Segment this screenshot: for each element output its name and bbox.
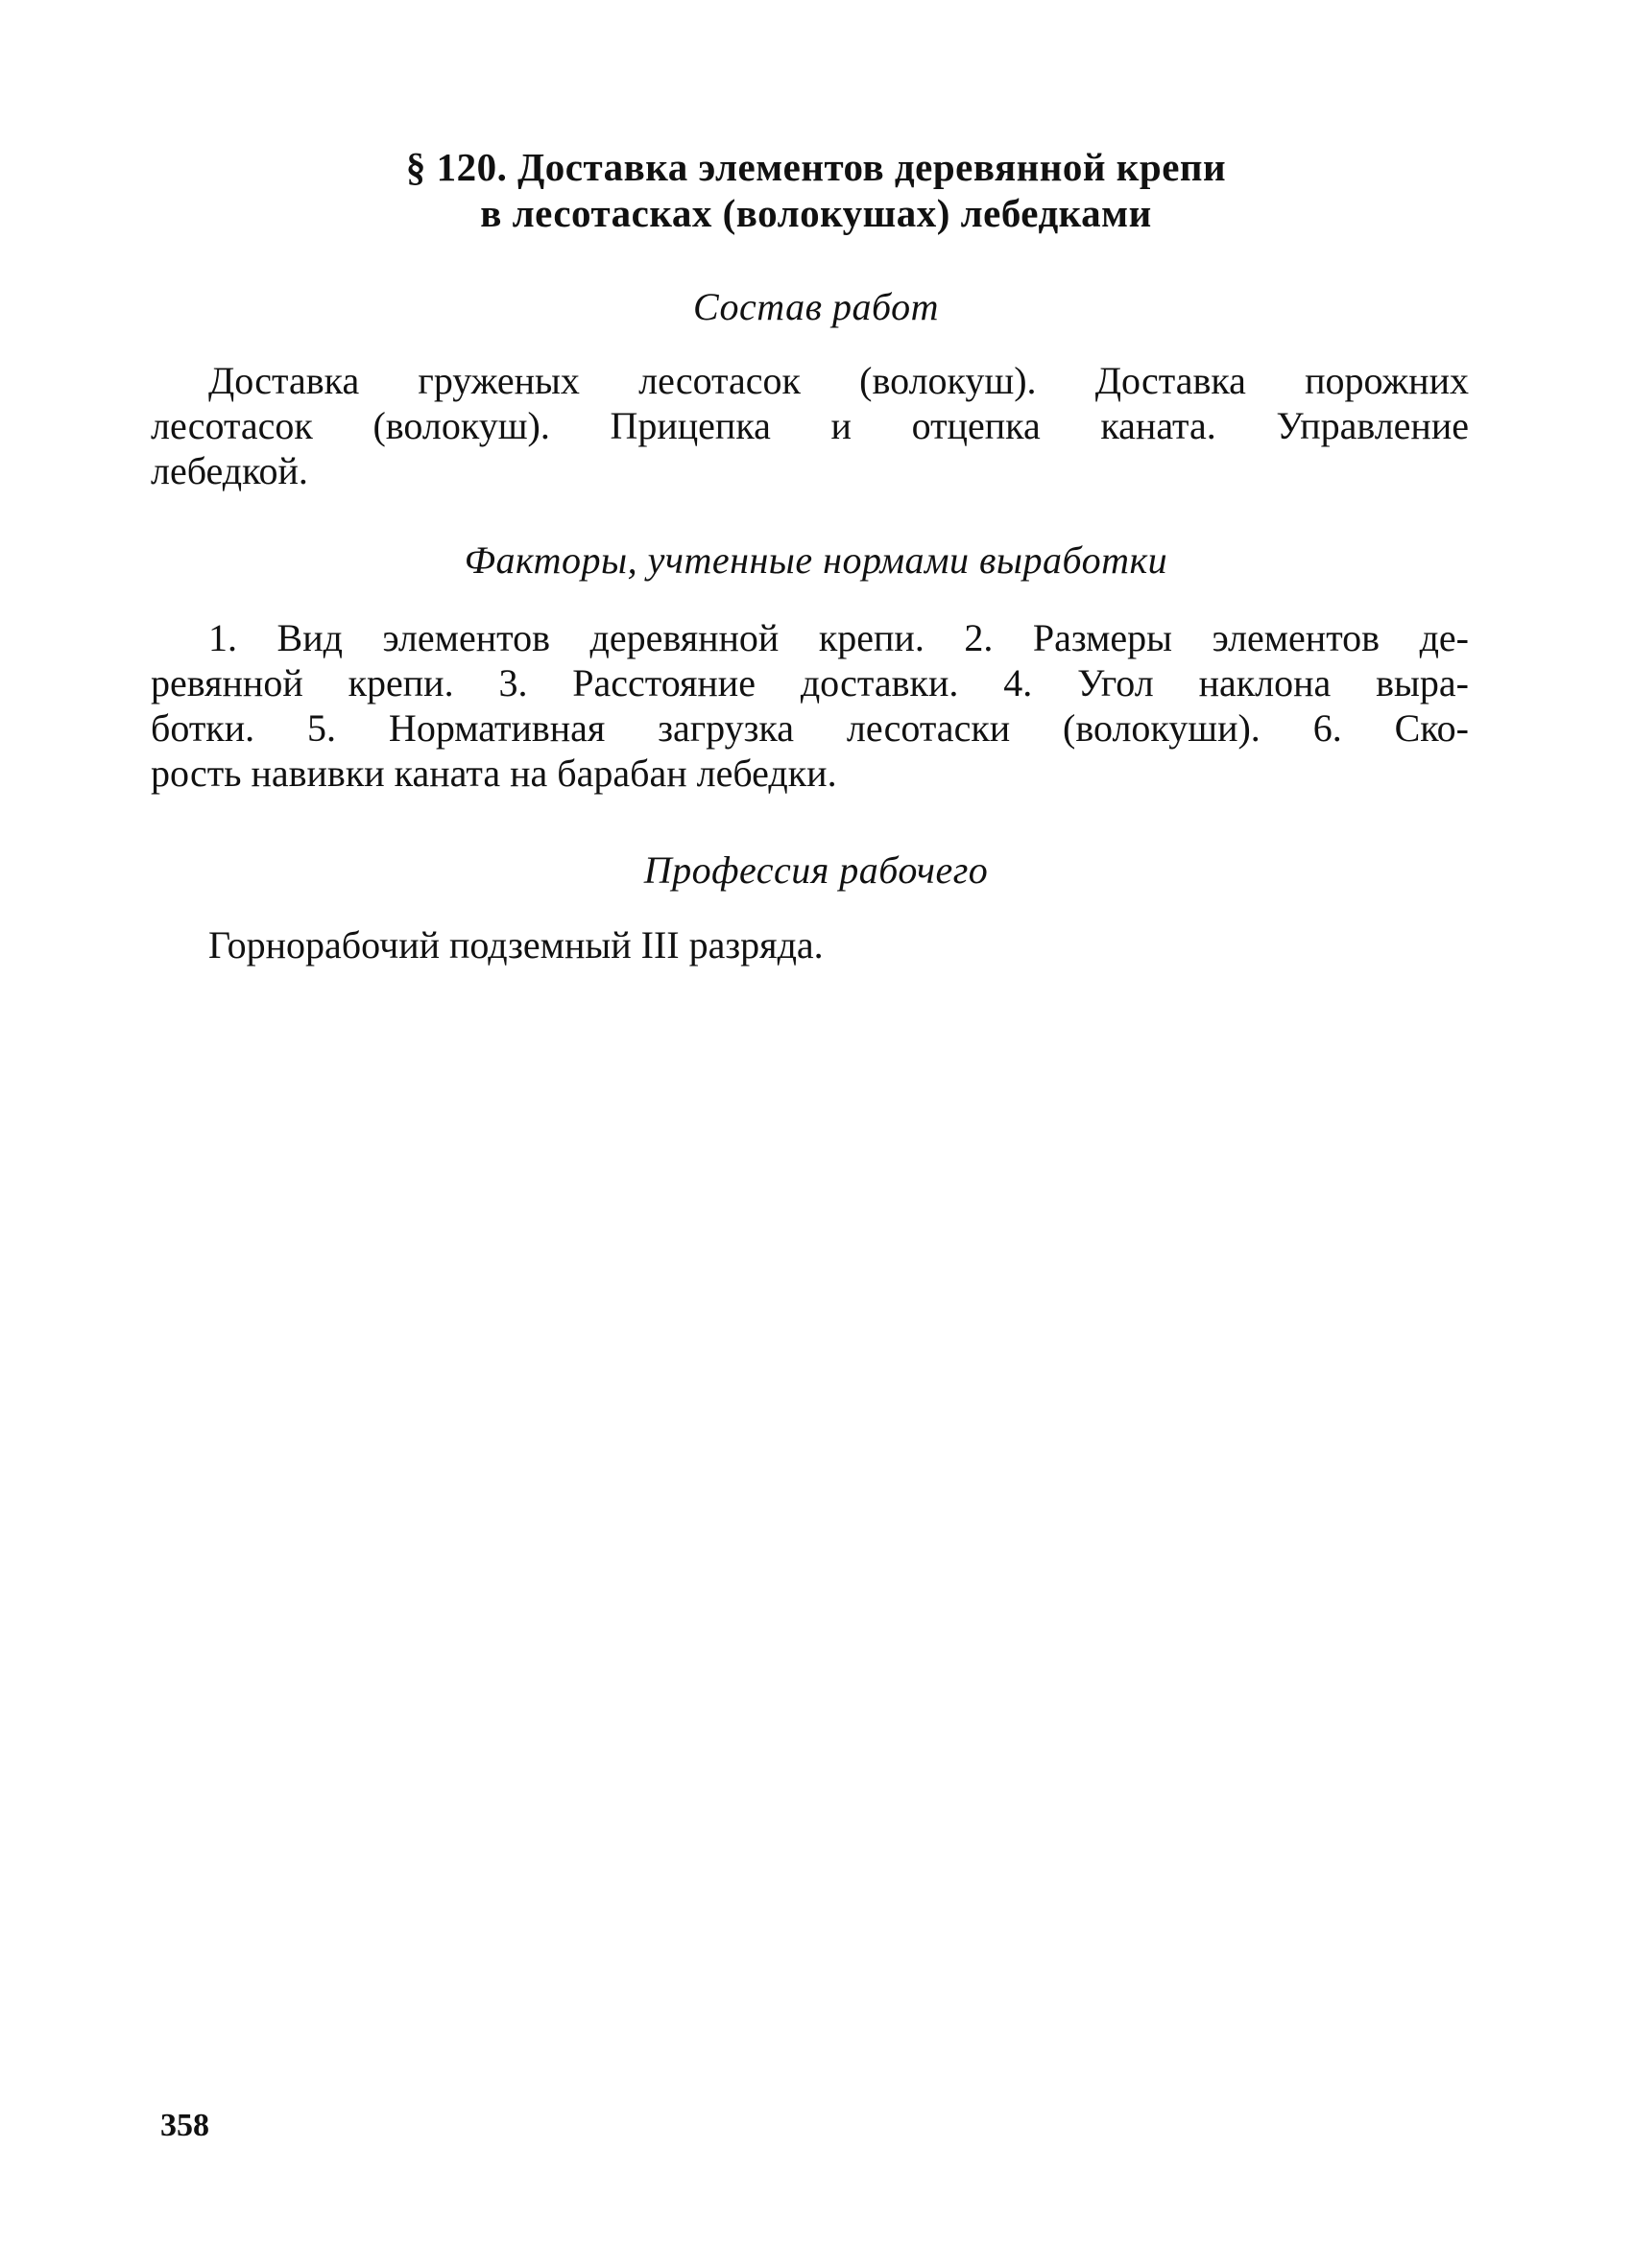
section-title-line-1: § 120. Доставка элементов деревянной крепи [405, 145, 1227, 189]
paragraph-line: лебедкой. [151, 449, 308, 492]
page-number: 358 [160, 2108, 209, 2143]
paragraph-line: 1. Вид элементов деревянной крепи. 2. Размеры элементов де- [208, 616, 1469, 659]
section-title-line-2: в лесотасках (волокушах) лебедками [480, 191, 1152, 235]
paragraph-line: рость навивки каната на барабан лебедки. [151, 752, 837, 795]
section-title [144, 144, 1488, 236]
paragraph-line: лесотасок (волокуш). Прицепка и отцепка каната. Управление [151, 404, 1469, 447]
paragraph-line: Горнорабочий подземный III разряда. [208, 923, 824, 967]
factors-heading: Факторы, учтенные нормами выработки [464, 538, 1168, 582]
work-composition-heading: Состав работ [693, 285, 939, 328]
paragraph-line: Доставка груженых лесотасок (волокуш). Доставка порожних [208, 359, 1469, 402]
profession-heading: Профессия рабочего [643, 848, 989, 892]
paragraph-line: ревянной крепи. 3. Расстояние доставки. 4. Угол наклона выра- [151, 661, 1469, 704]
factors-paragraph [151, 615, 1469, 796]
paragraph-line: ботки. 5. Нормативная загрузка лесотаски (волокуши). 6. Ско- [151, 706, 1469, 750]
work-composition-paragraph [151, 358, 1469, 493]
profession-paragraph [151, 922, 1469, 967]
